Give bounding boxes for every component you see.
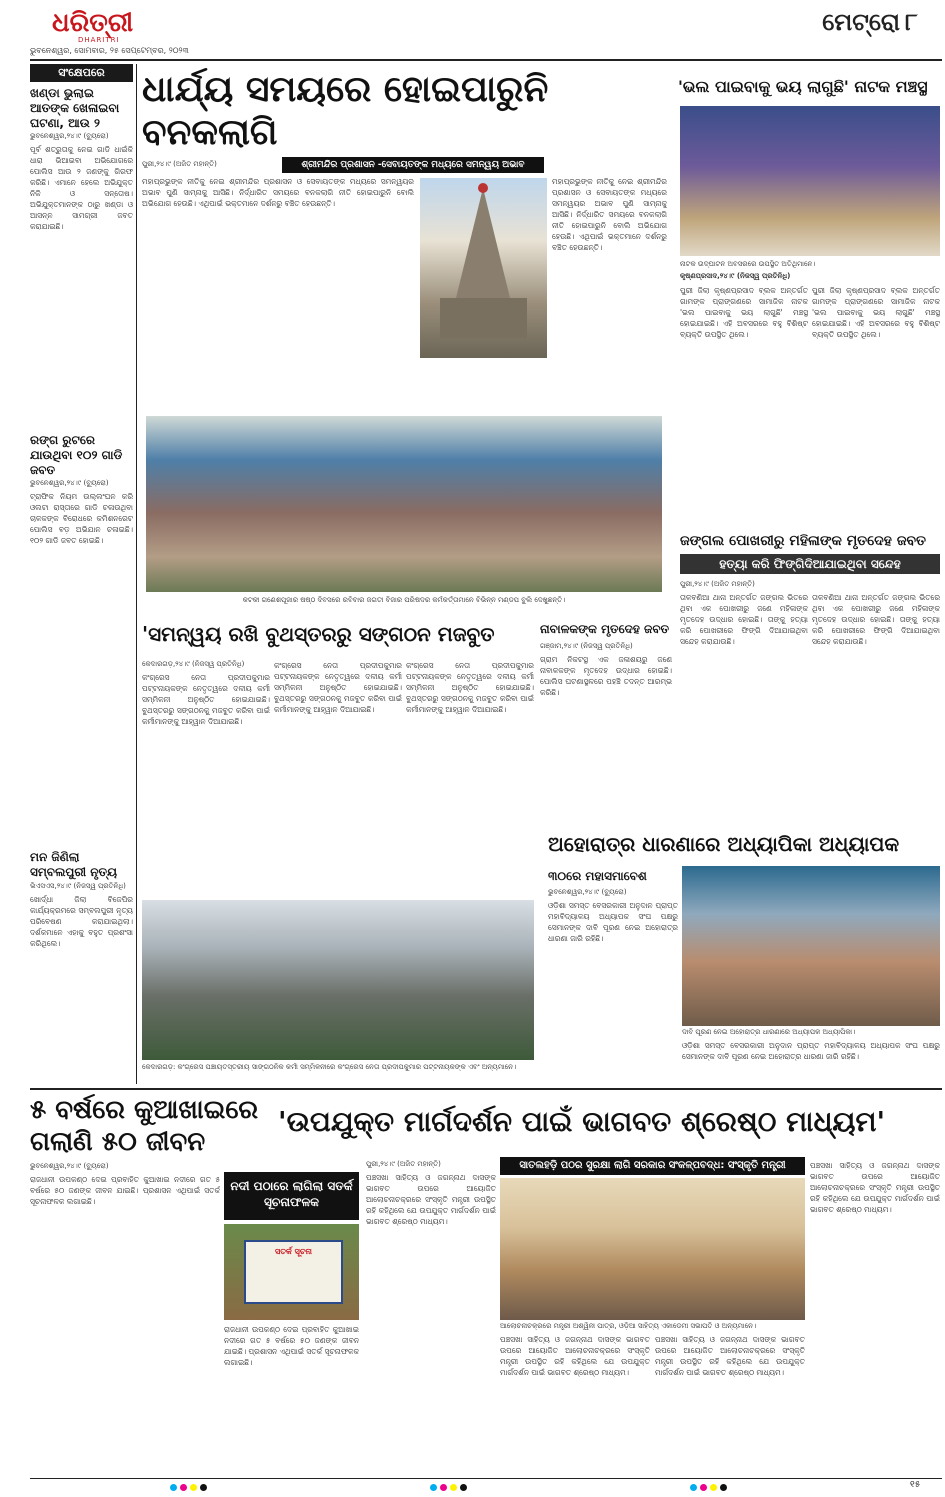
col-divider-left [136,64,137,1084]
brief-1-byline: ଭୁବନେଶ୍ୱର,୨୪।୯ (ବ୍ୟୁରୋ) [30,132,109,140]
bhagavat-caption: ଆଲୋଚନାଚକ୍ରରେ ମନ୍ତ୍ରୀ ଅଶ୍ୱିନୀ ପାତ୍ର, ଓଡ଼ିଆ ସାହିତ୍ୟ ଏକାଡେମୀ ସଭାପତି ଓ ଅନ୍ୟମାନେ। [500,1322,757,1330]
river-sign-photo [224,1224,359,1320]
brief-1-body: ପୂର୍ବ ଶତ୍ରୁତାକୁ ନେଇ ଗାଡି ଧାଇଁକି ଧାରା ଭିଆଇବା ଅଭିଯୋଗରେ ପୋଲିସ ଆଉ ୨ ଜଣଙ୍କୁ ଗିରଫ କରିଛି। ଏମାନେ ହେଲେ ଅଭିଯୁକ୍ତ ନିକି ଓ ସନ୍ତୋଷ। ଅଭିଯୁକ୍ତମାନଙ୍କ ଠାରୁ ଖଣ୍ଡା ଓ ଆସନ୍ନ ସାମଗ୍ରୀ ଜବତ କରାଯାଇଛି। [30,145,133,231]
congress-photo [142,900,534,1060]
bhagavat-body-col4: ପଞ୍ଚସଖା ସାହିତ୍ୟ ଓ ଜଗନ୍ନାଥ ଦାସଙ୍କ ଭାଗବତ ଉପରେ ଆୟୋଜିତ ଆଲୋଚନାଚକ୍ରରେ ସଂସ୍କୃତି ମନ୍ତ୍ରୀ ଉପସ୍ଥିତ ରହି କହିଥିଲେ ଯେ ଉପଯୁକ୍ତ ମାର୍ଗଦର୍ଶନ ପାଇଁ ଭାଗବତ ଶ୍ରେଷ୍ଠ ମାଧ୍ୟମ। [810,1161,940,1214]
brief-3-body: ଖୋର୍ଦ୍ଧା ଜିଲା ବିଜେପିର କାର୍ଯ୍ୟକ୍ରମରେ ସମ୍ବଲପୁରୀ ନୃତ୍ୟ ପରିବେଷଣ କରାଯାଇଥିଲା। ଦର୍ଶକମାନେ ଏହାକୁ ବହୁତ ପ୍ରଶଂସା କରିଥିଲେ। [30,895,133,948]
student-byline: ଗଞ୍ଜାମ,୨୪।୯ (ନିଜସ୍ୱ ପ୍ରତିନିଧି) [540,642,633,650]
lead-headline: ଧାର୍ଯ୍ୟ ସମୟରେ ହୋଇପାରୁନି ବନକଲାଗି [142,69,549,153]
well-byline: ଭୁବନେଶ୍ୱର,୨୪।୯ (ବ୍ୟୁରୋ) [30,1162,109,1170]
teacher-byline: ଭୁବନେଶ୍ୱର,୨୪।୯ (ବ୍ୟୁରୋ) [548,888,627,896]
well-headline: ୫ ବର୍ଷରେ କୁଆଖାଇରେ ଗଲାଣି ୫୦ ଜୀବନ [30,1095,259,1157]
bhagavat-subheading: ସାତଲହଡ଼ି ପଠର ସୁରକ୍ଷା ଲାଗି ସରକାର ସଂକଳ୍ପବଦ୍ଧ: ସଂସ୍କୃତି ମନ୍ତ୍ରୀ [500,1157,805,1175]
brief-3-byline: ଭିଏସଏସ,୨୪।୯ (ନିଜସ୍ୱ ପ୍ରତିନିଧି) [30,882,126,890]
well-body-cont: ରାଜଧାନୀ ଉପକଣ୍ଠ ଦେଇ ପ୍ରବାହିତ କୁଆଖାଇ ନଦୀରେ ଗତ ୫ ବର୍ଷରେ ୫୦ ଜଣଙ୍କ ଜୀବନ ଯାଇଛି। ପ୍ରଶାସନ ଏଥିପାଇଁ ସତର୍କ ସୂଚନାଫଳକ ଲଗାଇଛି। [224,1325,359,1367]
bhagavat-byline: ପୁରୀ,୨୪।୯ (ଅଜିତ ମହାନ୍ତି) [366,1160,441,1168]
registration-marks-1 [170,1484,230,1494]
play-headline: 'ଭଲ ପାଇବାକୁ ଭୟ ଲାଗୁଛି' ନାଟକ ମଞ୍ଚସ୍ଥ [678,77,928,96]
sign-board: ସତର୍କ ସୂଚନା [244,1240,343,1304]
student-headline: ନାବାଳକଙ୍କ ମୃତଦେହ ଜବତ [540,622,670,636]
teacher-headline: ଅହୋରାତ୍ର ଧାରଣାରେ ଅଧ୍ୟାପିକା ଅଧ୍ୟାପକ [548,832,900,856]
pond-body-col2: ତାଳବଣିଆ ଥାନା ଅନ୍ତର୍ଗତ ଜଙ୍ଗଲ ଭିତରେ ଥିବା ଏକ ପୋଖରୀରୁ ଜଣେ ମହିଳାଙ୍କ ମୃତଦେହ ଉଦ୍ଧାର ହୋଇଛି। ତାଙ୍କୁ ହତ୍ୟା କରି ପୋଖରୀରେ ଫିଙ୍ଗି ଦିଆଯାଇଥିବା ସନ୍ଦେହ କରାଯାଉଛି। [812,593,940,646]
play-photo [680,106,940,256]
temple-icon [420,178,547,358]
congress-headline: 'ସମନ୍ୱୟ ରଖି ବୁଥସ୍ତରରୁ ସଙ୍ଗଠନ ମଜବୁତ [142,622,495,646]
registration-marks-3 [690,1484,750,1494]
masthead-logo: ଧରିତ୍ରୀ [52,8,134,38]
brief-2-byline: ଭୁବନେଶ୍ୱର,୨୪।୯ (ବ୍ୟୁରୋ) [30,479,109,487]
teacher-body-cont: ଓଡ଼ିଶା ସମସ୍ତ ବେସରକାରୀ ଅନୁଦାନ ପ୍ରାପ୍ତ ମହାବିଦ୍ୟାଳୟ ଅଧ୍ୟାପକ ସଂଘ ପକ୍ଷରୁ ସେମାନଙ୍କ ଦାବି ପୂରଣ ନେଇ ଅହୋରାତ୍ର ଧାରଣା ଜାରି ରହିଛି। [682,1041,940,1061]
well-body: ରାଜଧାନୀ ଉପକଣ୍ଠ ଦେଇ ପ୍ରବାହିତ କୁଆଖାଇ ନଦୀରେ ଗତ ୫ ବର୍ଷରେ ୫୦ ଜଣଙ୍କ ଜୀବନ ଯାଇଛି। ପ୍ରଶାସନ ଏଥିପାଇଁ ସତର୍କ ସୂଚନାଫଳକ ଲଗାଇଛି। [30,1175,220,1206]
congress-body-col2: କଂଗ୍ରେସ ନେତା ପ୍ରଦୀପକୁମାର ପଟ୍ଟନାୟକଙ୍କ ନେତୃତ୍ୱରେ ଦଳୀୟ କର୍ମୀ ସମ୍ମିଳନୀ ଅନୁଷ୍ଠିତ ହୋଇଯାଇଛି। ବୁଥସ୍ତରରୁ ସଙ୍ଗଠନକୁ ମଜବୁତ କରିବା ପାଇଁ କର୍ମୀମାନଙ୍କୁ ଆହ୍ୱାନ ଦିଆଯାଇଛି। [274,661,402,714]
masthead-logo-sub: DHARITRI [78,36,120,44]
ganesh-puja-caption: କଟକୀ ଗଣେଶପୂଜାର ଷଷ୍ଠ ଦିବସରେ ରବିବାର ଜଗତୀ ବିଜାର ପରିଷଦର କର୍ମକର୍ତ୍ତାମାନେ ବିଭିନ୍ନ ମଣ୍ଡପ ବୁଲି ଦେଖୁଛନ୍ତି। [242,596,566,604]
lead-byline: ପୁରୀ,୨୪।୯ (ଅଜିତ ମହାନ୍ତି) [142,160,217,168]
brief-1-title: ଖଣ୍ଡା ଭୁଲାଇ ଆତଙ୍କ ଖେଳାଇବା ଘଟଣା, ଆଉ ୨ [30,86,120,130]
bottom-rule [30,1478,942,1479]
congress-body-col3: କଂଗ୍ରେସ ନେତା ପ୍ରଦୀପକୁମାର ପଟ୍ଟନାୟକଙ୍କ ନେତୃତ୍ୱରେ ଦଳୀୟ କର୍ମୀ ସମ୍ମିଳନୀ ଅନୁଷ୍ଠିତ ହୋଇଯାଇଛି। ବୁଥସ୍ତରରୁ ସଙ୍ଗଠନକୁ ମଜବୁତ କରିବା ପାଇଁ କର୍ମୀମାନଙ୍କୁ ଆହ୍ୱାନ ଦିଆଯାଇଛି। [406,661,534,714]
congress-caption: କେଦାରଗଡ଼: କଂଗ୍ରେସ ପଞ୍ଚାୟତସ୍ତରୀୟ ସାଙ୍ଗଠନିକ କର୍ମୀ ସମ୍ମିଳନୀରେ କଂଗ୍ରେସ ନେତା ପ୍ରଦୀପକୁମାର ପଟ୍ଟନାୟକଙ୍କ ଏବଂ ଅନ୍ୟମାନେ। [142,1063,517,1071]
well-box-title: ନଦୀ ପଠାରେ ଲାଗିଲା ସତର୍କ ସୂଚନାଫଳକ [224,1172,359,1220]
teacher-subheading: ୩୦ରେ ମହାସମାବେଶ [548,869,647,883]
lead-subheading: ଶ୍ରୀମନ୍ଦିର ପ୍ରଶାସନ -ସେବାୟତଙ୍କ ମଧ୍ୟରେ ସମନ୍ୱୟ ଅଭାବ [282,157,544,173]
congress-body-col1: କଂଗ୍ରେସ ନେତା ପ୍ରଦୀପକୁମାର ପଟ୍ଟନାୟକଙ୍କ ନେତୃତ୍ୱରେ ଦଳୀୟ କର୍ମୀ ସମ୍ମିଳନୀ ଅନୁଷ୍ଠିତ ହୋଇଯାଇଛି। ବୁଥସ୍ତରରୁ ସଙ୍ଗଠନକୁ ମଜବୁତ କରିବା ପାଇଁ କର୍ମୀମାନଙ୍କୁ ଆହ୍ୱାନ ଦିଆଯାଇଛି। [142,673,270,726]
congress-byline: କେଦାରଗଡ଼,୨୪।୯ (ନିଜସ୍ୱ ପ୍ରତିନିଧି) [142,660,245,668]
brief-2-body: ଟ୍ରାଫିକ ନିୟମ ଉଲ୍ଲଂଘନ କରି ଓଲଟା ରାସ୍ତାରେ ଗାଡି ଚଳାଉଥିବା ଚାଳକଙ୍କ ବିରୋଧରେ କମିଶନରେଟ ପୋଲିସ ବଡ଼ ଅଭିଯାନ ଚଳାଇଛି। ୧୦୨ ଗାଡି ଜବତ ହୋଇଛି। [30,492,133,545]
teacher-body: ଓଡ଼ିଶା ସମସ୍ତ ବେସରକାରୀ ଅନୁଦାନ ପ୍ରାପ୍ତ ମହାବିଦ୍ୟାଳୟ ଅଧ୍ୟାପକ ସଂଘ ପକ୍ଷରୁ ସେମାନଙ୍କ ଦାବି ପୂରଣ ନେଇ ଅହୋରାତ୍ର ଧାରଣା ଜାରି ରହିଛି। [548,901,678,943]
bhagavat-body-col1: ପଞ୍ଚସଖା ସାହିତ୍ୟ ଓ ଜଗନ୍ନାଥ ଦାସଙ୍କ ଭାଗବତ ଉପରେ ଆୟୋଜିତ ଆଲୋଚନାଚକ୍ରରେ ସଂସ୍କୃତି ମନ୍ତ୍ରୀ ଉପସ୍ଥିତ ରହି କହିଥିଲେ ଯେ ଉପଯୁକ୍ତ ମାର୍ଗଦର୍ଶନ ପାଇଁ ଭାଗବତ ଶ୍ରେଷ୍ଠ ମାଧ୍ୟମ। [366,1173,496,1226]
section-name: ମେଟ୍ରୋ [822,8,900,36]
footer-page-code: ୧୫ [910,1480,921,1490]
temple-photo [420,178,547,358]
bhagavat-photo [500,1178,805,1320]
student-body: ଗ୍ରାମ ନିକଟସ୍ଥ ଏକ ଜଳାଶୟରୁ ଜଣେ ନାବାଳକଙ୍କ ମୃତଦେହ ଉଦ୍ଧାର ହୋଇଛି। ପୋଲିସ ଘଟଣାସ୍ଥଳରେ ପହଞ୍ଚି ତଦନ୍ତ ଆରମ୍ଭ କରିଛି। [540,655,672,697]
top-rule [30,59,942,61]
play-body-col1: ପୁରୀ ଜିଲା କୃଷ୍ଣପ୍ରସାଦ ବ୍ଲକ ଅନ୍ତର୍ଗତ ଗାମଙ୍କ ପ୍ରାଙ୍ଗଣରେ ସାମାଜିକ ନାଟକ 'ଭଲ ପାଇବାକୁ ଭୟ ଲାଗୁଛି' ମଞ୍ଚସ୍ଥ ହୋଇଯାଇଛି। ଏହି ଅବସରରେ ବହୁ ବିଶିଷ୍ଟ ବ୍ୟକ୍ତି ଉପସ୍ଥିତ ଥିଲେ। [680,286,808,339]
brief-2-title: ରଙ୍ଗ ରୁଟରେ ଯାଉଥିବା ୧୦୨ ଗାଡି ଜବତ [30,433,123,477]
teacher-caption: ଦାବି ପୂରଣ ନେଇ ଅହୋରାତ୍ର ଧାରଣାରେ ଅଧ୍ୟାପକ ଅଧ୍ୟାପିକା। [682,1028,856,1036]
pond-byline: ପୁରୀ,୨୪।୯ (ଅଜିତ ମହାନ୍ତି) [680,580,755,588]
lead-body: ମହାପ୍ରଭୁଙ୍କ ନୀତିକୁ ନେଇ ଶ୍ରୀମନ୍ଦିର ପ୍ରଶାସନ ଓ ସେବାୟତଙ୍କ ମଧ୍ୟରେ ସମନ୍ୱୟର ଅଭାବ ପୁଣି ସାମ୍ନାକୁ ଆସିଛି। ନିର୍ଦ୍ଧାରିତ ସମୟରେ ବନକଲାଗି ନୀତି ହୋଇପାରୁନି ବୋଲି ଅଭିଯୋଗ ହେଉଛି। ଏଥିପାଇଁ ଭକ୍ତମାନେ ଦର୍ଶନରୁ ବଞ୍ଚିତ ହେଉଛନ୍ତି। [142,177,414,208]
teacher-photo [682,866,940,1026]
brief-3-title: ମନ ଜିଣିଲା ସମ୍ବଲପୁରୀ ନୃତ୍ୟ [30,850,118,879]
pond-headline: ଜଙ୍ଗଲ ପୋଖରୀରୁ ମହିଳାଙ୍କ ମୃତଦେହ ଜବତ [680,533,927,549]
pond-subheading: ହତ୍ୟା କରି ଫିଙ୍ଗିଦିଆଯାଇଥିବା ସନ୍ଦେହ [680,554,940,574]
mid-rule [30,1088,942,1090]
ganesh-puja-photo [146,416,662,592]
registration-marks-2 [430,1484,490,1494]
dateline: ଭୁବନେଶ୍ୱର, ସୋମବାର, ୨୫ ସେପ୍ଟେମ୍ବର, ୨୦୨୩ [30,46,189,55]
pond-body-col1: ତାଳବଣିଆ ଥାନା ଅନ୍ତର୍ଗତ ଜଙ୍ଗଲ ଭିତରେ ଥିବା ଏକ ପୋଖରୀରୁ ଜଣେ ମହିଳାଙ୍କ ମୃତଦେହ ଉଦ୍ଧାର ହୋଇଛି। ତାଙ୍କୁ ହତ୍ୟା କରି ପୋଖରୀରେ ଫିଙ୍ଗି ଦିଆଯାଇଥିବା ସନ୍ଦେହ କରାଯାଉଛି। [680,593,808,646]
page-number: ୮ [905,8,918,36]
brief-label: ସଂକ୍ଷେପରେ [30,64,133,82]
play-body-col2: ପୁରୀ ଜିଲା କୃଷ୍ଣପ୍ରସାଦ ବ୍ଲକ ଅନ୍ତର୍ଗତ ଗାମଙ୍କ ପ୍ରାଙ୍ଗଣରେ ସାମାଜିକ ନାଟକ 'ଭଲ ପାଇବାକୁ ଭୟ ଲାଗୁଛି' ମଞ୍ଚସ୍ଥ ହୋଇଯାଇଛି। ଏହି ଅବସରରେ ବହୁ ବିଶିଷ୍ଟ ବ୍ୟକ୍ତି ଉପସ୍ଥିତ ଥିଲେ। [812,286,940,339]
play-caption: ନାଟକ ଉଦ୍‌ଘାଟନ ଅବସରରେ ଉପସ୍ଥିତ ଅତିଥିମାନେ। [680,260,816,268]
bhagavat-headline: 'ଉପଯୁକ୍ତ ମାର୍ଗଦର୍ଶନ ପାଇଁ ଭାଗବତ ଶ୍ରେଷ୍ଠ ମାଧ୍ୟମ' [278,1105,886,1138]
play-byline: କୃଷ୍ଣପ୍ରସାଦ,୨୪।୯ (ନିଜସ୍ୱ ପ୍ରତିନିଧି) [680,272,791,280]
bhagavat-body-col3: ପଞ୍ଚସଖା ସାହିତ୍ୟ ଓ ଜଗନ୍ନାଥ ଦାସଙ୍କ ଭାଗବତ ଉପରେ ଆୟୋଜିତ ଆଲୋଚନାଚକ୍ରରେ ସଂସ୍କୃତି ମନ୍ତ୍ରୀ ଉପସ୍ଥିତ ରହି କହିଥିଲେ ଯେ ଉପଯୁକ୍ତ ମାର୍ଗଦର୍ଶନ ପାଇଁ ଭାଗବତ ଶ୍ରେଷ୍ଠ ମାଧ୍ୟମ। [655,1335,805,1377]
lead-body-cont: ମହାପ୍ରଭୁଙ୍କ ନୀତିକୁ ନେଇ ଶ୍ରୀମନ୍ଦିର ପ୍ରଶାସନ ଓ ସେବାୟତଙ୍କ ମଧ୍ୟରେ ସମନ୍ୱୟର ଅଭାବ ପୁଣି ସାମ୍ନାକୁ ଆସିଛି। ନିର୍ଦ୍ଧାରିତ ସମୟରେ ବନକଲାଗି ନୀତି ହୋଇପାରୁନି ବୋଲି ଅଭିଯୋଗ ହେଉଛି। ଏଥିପାଇଁ ଭକ୍ତମାନେ ଦର୍ଶନରୁ ବଞ୍ଚିତ ହେଉଛନ୍ତି। [552,177,667,252]
bhagavat-body-col2: ପଞ୍ଚସଖା ସାହିତ୍ୟ ଓ ଜଗନ୍ନାଥ ଦାସଙ୍କ ଭାଗବତ ଉପରେ ଆୟୋଜିତ ଆଲୋଚନାଚକ୍ରରେ ସଂସ୍କୃତି ମନ୍ତ୍ରୀ ଉପସ୍ଥିତ ରହି କହିଥିଲେ ଯେ ଉପଯୁକ୍ତ ମାର୍ଗଦର୍ଶନ ପାଇଁ ଭାଗବତ ଶ୍ରେଷ୍ଠ ମାଧ୍ୟମ। [500,1335,650,1377]
